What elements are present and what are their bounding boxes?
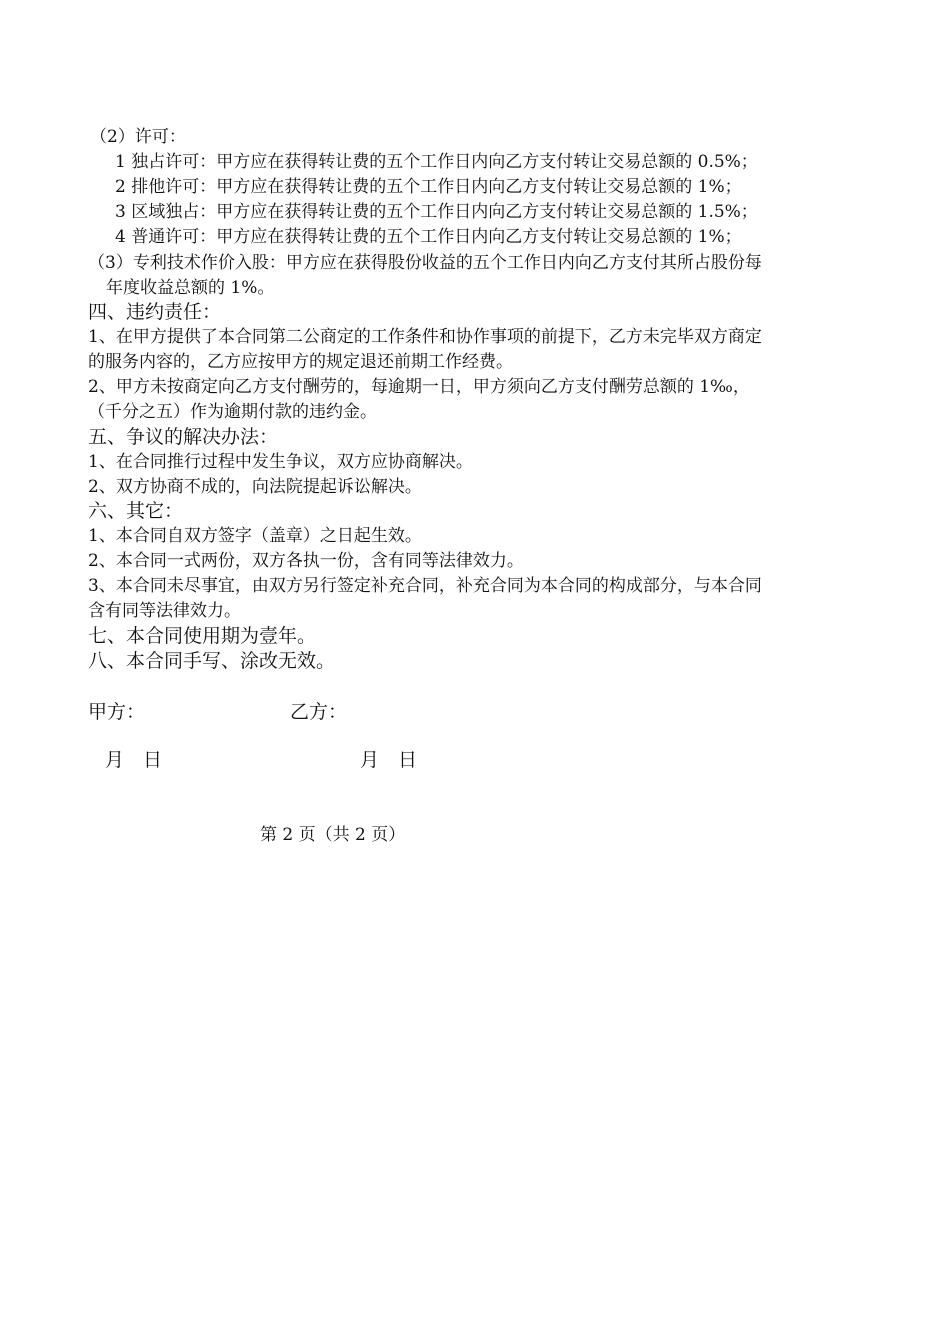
license-title: （2）许可： [90, 127, 186, 147]
other-clause-3-line2: 含有同等法律效力。 [88, 601, 241, 621]
section-heading-term: 七、本合同使用期为壹年。 [88, 625, 317, 647]
breach-clause-2-line2: （千分之五）作为逾期付款的违约金。 [88, 402, 377, 422]
dispute-clause-2: 2、双方协商不成的，向法院提起诉讼解决。 [88, 477, 422, 497]
party-b-signature-label: 乙方： [290, 701, 348, 723]
license-item-regional: 3 区域独占：甲方应在获得转让费的五个工作日内向乙方支付转让交易总额的 1.5%； [115, 202, 758, 222]
license-item-general: 4 普通许可：甲方应在获得转让费的五个工作日内向乙方支付转让交易总额的 1%； [115, 227, 742, 247]
section-heading-breach: 四、违约责任： [88, 301, 222, 323]
party-b-date: 月 日 [360, 749, 418, 771]
license-item-sole: 2 排他许可：甲方应在获得转让费的五个工作日内向乙方支付转让交易总额的 1%； [115, 177, 742, 197]
dispute-clause-1: 1、在合同推行过程中发生争议，双方应协商解决。 [88, 452, 473, 472]
section-heading-validity: 八、本合同手写、涂改无效。 [88, 650, 336, 672]
other-clause-1: 1、本合同自双方签字（盖章）之日起生效。 [88, 526, 422, 546]
section-heading-other: 六、其它： [88, 500, 184, 522]
equity-clause-line2: 年度收益总额的 1%。 [106, 278, 275, 298]
section-heading-dispute: 五、争议的解决办法： [88, 426, 279, 448]
party-a-date: 月 日 [105, 749, 163, 771]
breach-clause-2-line1: 2、甲方未按商定向乙方支付酬劳的，每逾期一日，甲方须向乙方支付酬劳总额的 1‰， [88, 377, 750, 397]
other-clause-3-line1: 3、本合同未尽事宜，由双方另行签定补充合同，补充合同为本合同的构成部分，与本合同 [88, 576, 762, 596]
equity-clause-line1: （3）专利技术作价入股：甲方应在获得股份收益的五个工作日内向乙方支付其所占股份每 [88, 253, 762, 273]
breach-clause-1-line2: 的服务内容的，乙方应按甲方的规定退还前期工作经费。 [88, 352, 513, 372]
other-clause-2: 2、本合同一式两份，双方各执一份，含有同等法律效力。 [88, 551, 524, 571]
license-item-exclusive: 1 独占许可：甲方应在获得转让费的五个工作日内向乙方支付转让交易总额的 0.5%； [115, 152, 758, 172]
page-number: 第 2 页（共 2 页） [260, 825, 406, 845]
party-a-signature-label: 甲方： [88, 701, 146, 723]
breach-clause-1-line1: 1、在甲方提供了本合同第二公商定的工作条件和协作事项的前提下，乙方未完毕双方商定 [88, 327, 762, 347]
